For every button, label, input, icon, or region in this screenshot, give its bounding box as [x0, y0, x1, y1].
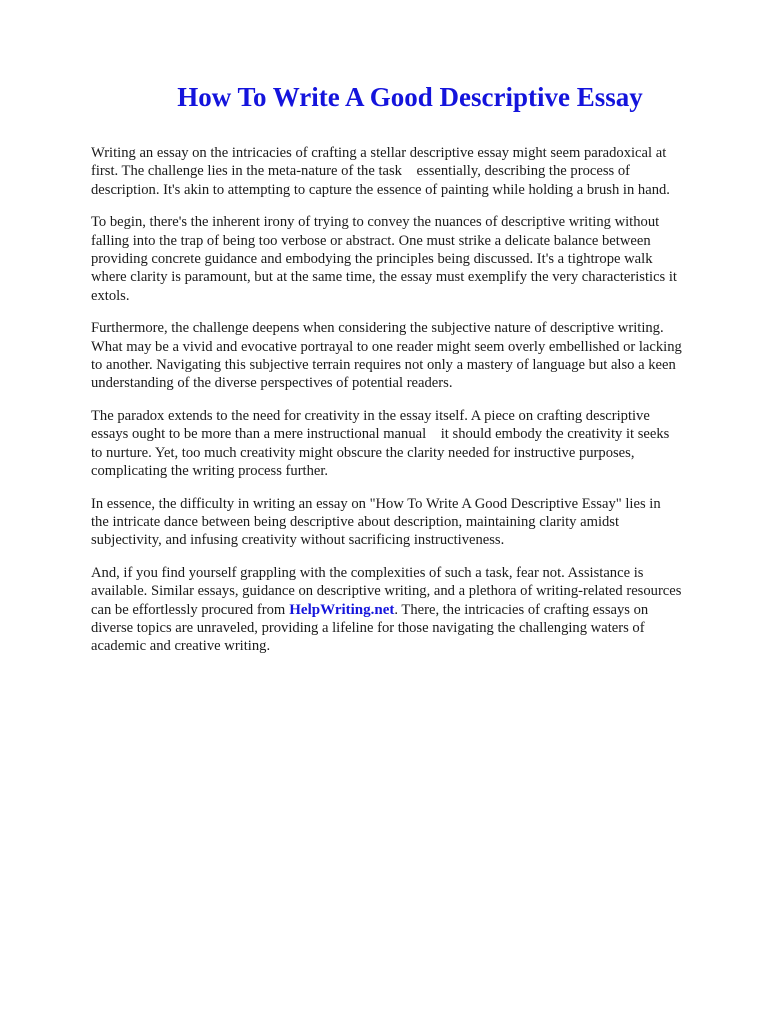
text-line: understanding of the diverse perspectives of potential readers.: [91, 375, 453, 392]
page-title: How To Write A Good Descriptive Essay: [177, 82, 643, 112]
text-line: academic and creative writing.: [91, 638, 271, 655]
text-line: Furthermore, the challenge deepens when considering the subjective nature of descriptive writing.: [91, 320, 664, 337]
paragraph-4: [91, 407, 731, 481]
paragraph-2: [91, 213, 731, 305]
text-line: diverse topics are unraveled, providing a lifeline for those navigating the challenging waters of: [91, 619, 645, 636]
text-line: complicating the writing process further.: [91, 463, 329, 480]
text-line: To begin, there's the inherent irony of trying to convey the nuances of descriptive writing without: [91, 214, 660, 231]
text-line: the intricate dance between being descriptive about description, maintaining clarity amidst: [91, 513, 620, 530]
text-line: What may be a vivid and evocative portrayal to one reader might seem overly embellished or lacking: [91, 338, 682, 355]
text-line: In essence, the difficulty in writing an essay on "How To Write A Good Descriptive Essay" lies in: [91, 495, 661, 512]
text-line: providing concrete guidance and embodying the principles being discussed. It's a tightrope walk: [91, 251, 653, 268]
helpwriting-link[interactable]: HelpWriting.net: [289, 601, 395, 618]
closing-paragraph: [91, 564, 731, 656]
text-line: falling into the trap of being too verbose or abstract. One must strike a delicate balance between: [91, 232, 651, 249]
text-line-with-link: [91, 601, 731, 619]
text-line: to another. Navigating this subjective terrain requires not only a mastery of language but also a keen: [91, 357, 676, 374]
text-line: first. The challenge lies in the meta-nature of the task essentially, describing the process of: [91, 163, 630, 180]
paragraph-3: [91, 319, 731, 393]
paragraph-1: [91, 144, 731, 199]
text-line: description. It's akin to attempting to capture the essence of painting while holding a brush in hand.: [91, 181, 670, 198]
text-line: subjectivity, and infusing creativity without sacrificing instructiveness.: [91, 532, 505, 549]
text-line: extols.: [91, 287, 130, 304]
document-body: [91, 144, 731, 670]
text-line: to nurture. Yet, too much creativity might obscure the clarity needed for instructive purposes,: [91, 444, 635, 461]
text-line: And, if you find yourself grappling with the complexities of such a task, fear not. Assistance is: [91, 564, 644, 581]
link-trail-text: . There, the intricacies of crafting essays on: [394, 601, 649, 618]
text-line: where clarity is paramount, but at the same time, the essay must exemplify the very characteristics it: [91, 269, 677, 286]
paragraph-5: [91, 495, 731, 550]
text-line: essays ought to be more than a mere instructional manual it should embody the creativity it seeks: [91, 426, 670, 443]
link-lead-text: can be effortlessly procured from: [91, 601, 286, 618]
text-line: Writing an essay on the intricacies of crafting a stellar descriptive essay might seem paradoxical at: [91, 145, 667, 161]
text-line: available. Similar essays, guidance on descriptive writing, and a plethora of writing-related resources: [91, 583, 682, 600]
text-line: The paradox extends to the need for creativity in the essay itself. A piece on crafting descriptive: [91, 407, 650, 424]
